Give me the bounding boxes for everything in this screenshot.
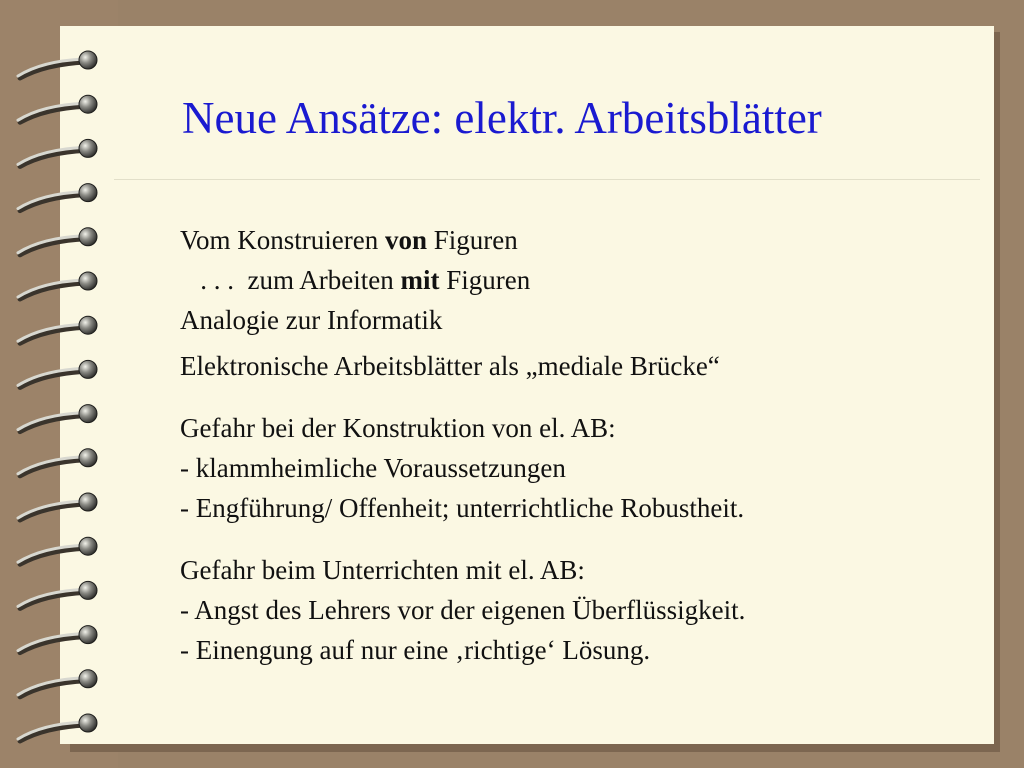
binding-ring — [18, 626, 97, 653]
binding-ring — [18, 360, 97, 387]
binding-ring — [18, 714, 97, 741]
spiral-binding-icon — [0, 0, 120, 768]
binding-ring — [18, 139, 97, 166]
text-segment: Figuren — [427, 225, 518, 255]
text-segment: Figuren — [439, 265, 531, 295]
binding-ring — [18, 184, 97, 211]
body-line — [180, 260, 970, 300]
body-line: Elektronische Arbeitsblätter als „mediale Brücke“ — [180, 351, 720, 381]
binding-ring — [18, 51, 97, 78]
title-divider — [114, 179, 980, 180]
binding-ring — [18, 228, 97, 255]
text-segment: . . . zum Arbeiten — [180, 265, 401, 295]
slide-title: Neue Ansätze: elektr. Arbeitsblätter — [182, 93, 822, 143]
body-line: - Angst des Lehrers vor der eigenen Überflüssigkeit. — [180, 595, 746, 625]
binding-ring — [18, 316, 97, 343]
binding-ring — [18, 405, 97, 432]
binding-ring — [18, 95, 97, 122]
bold-text: von — [384, 225, 428, 255]
slide-body — [180, 220, 970, 670]
text-segment: Vom Konstruieren — [180, 225, 385, 255]
body-line: Gefahr beim Unterrichten mit el. AB: — [180, 555, 585, 585]
binding-ring — [18, 581, 97, 608]
body-line: Analogie zur Informatik — [180, 305, 443, 335]
body-line: - Engführung/ Offenheit; unterrichtliche Robustheit. — [180, 493, 745, 523]
binding-ring — [18, 537, 97, 564]
body-line: Gefahr bei der Konstruktion von el. AB: — [180, 413, 616, 443]
binding-ring — [18, 670, 97, 697]
bold-text: mit — [400, 265, 440, 295]
binding-ring — [18, 272, 97, 299]
body-line — [180, 220, 970, 260]
binding-ring — [18, 493, 97, 520]
binding-ring — [18, 449, 97, 476]
body-line: - Einengung auf nur eine ‚richtige‘ Lösung. — [180, 635, 651, 665]
body-line: - klammheimliche Voraussetzungen — [180, 453, 566, 483]
